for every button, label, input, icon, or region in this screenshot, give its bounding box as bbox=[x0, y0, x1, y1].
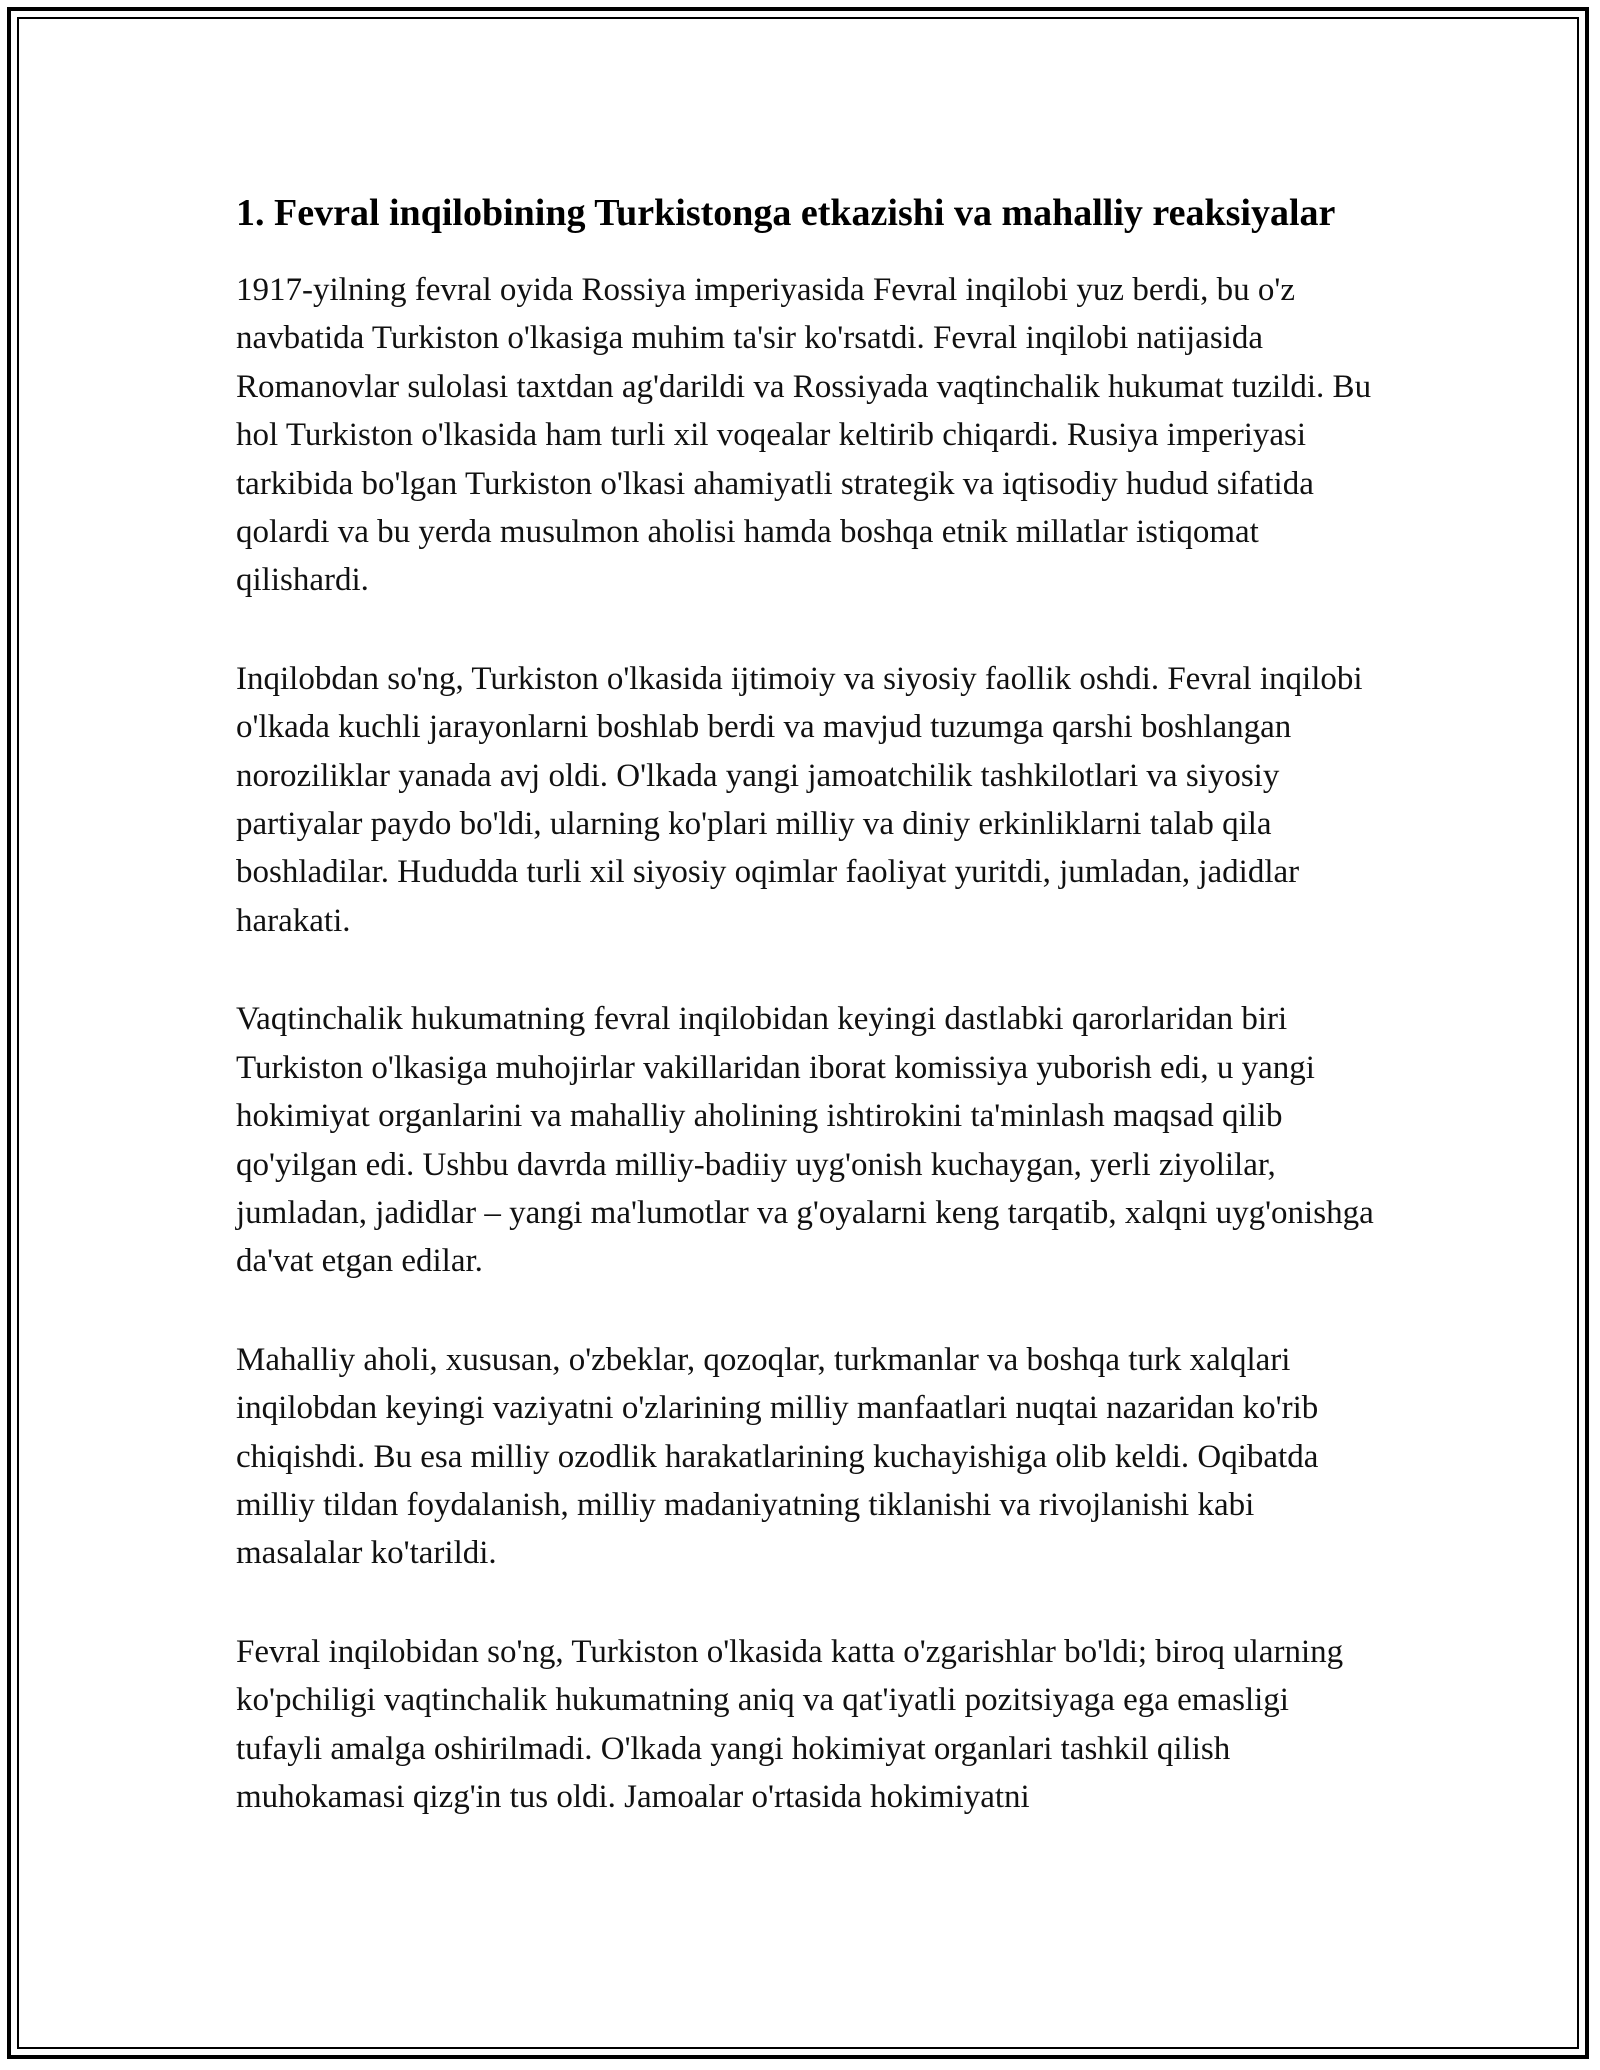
section-heading: 1. Fevral inqilobining Turkistonga etkazishi va mahalliy reaksiyalar bbox=[236, 192, 1336, 234]
paragraph-3: Vaqtinchalik hukumatning fevral inqilobidan keyingi dastlabki qarorlaridan biri Turkiston o'lkasiga muhojirlar vakillaridan iborat komissiya yuborish edi, u yangi hokimiyat organlarini va mahalliy aholining ishtirokini ta'minlash maqsad qilib qo'yilgan edi. Ushbu davrda milliy-badiiy uyg'onish kuchaygan, yerli ziyolilar, jumladan, jadidlar – yangi ma'lumotlar va g'oyalarni keng tarqatib, xalqni uyg'onishga da'vat etgan edilar. bbox=[236, 1001, 1374, 1280]
paragraph-1: 1917-yilning fevral oyida Rossiya imperiyasida Fevral inqilobi yuz berdi, bu o'z navbatida Turkiston o'lkasiga muhim ta'sir ko'rsatdi. Fevral inqilobi natijasida Romanovlar sulolasi taxtdan ag'darildi va Rossiyada vaqtinchalik hukumat tuzildi. Bu hol Turkiston o'lkasida ham turli xil voqealar keltirib chiqardi. Rusiya imperiyasi tarkibida bo'lgan Turkiston o'lkasi ahamiyatli strategik va iqtisodiy hudud sifatida qolardi va bu yerda musulmon aholisi hamda boshqa etnik millatlar istiqomat qilishardi. bbox=[236, 272, 1372, 599]
paragraph-2: Inqilobdan so'ng, Turkiston o'lkasida ijtimoiy va siyosiy faollik oshdi. Fevral inqilobi o'lkada kuchli jarayonlarni boshlab berdi va mavjud tuzumga qarshi boshlangan noroziliklar yanada avj oldi. O'lkada yangi jamoatchilik tashkilotlari va siyosiy partiyalar paydo bo'ldi, ularning ko'plari milliy va diniy erkinliklarni talab qila boshladilar. Hududda turli xil siyosiy oqimlar faoliyat yuritdi, jumladan, jadidlar harakati. bbox=[236, 660, 1363, 939]
document-body bbox=[236, 186, 1376, 1871]
paragraph-5: Fevral inqilobidan so'ng, Turkiston o'lkasida katta o'zgarishlar bo'ldi; biroq ularning ko'pchiligi vaqtinchalik hukumatning aniq va qat'iyatli pozitsiyaga ega emasligi tufayli amalga oshirilmadi. O'lkada yangi hokimiyat organlari tashkil qilish muhokamasi qizg'in tus oldi. Jamoalar o'rtasida hokimiyatni bbox=[236, 1633, 1344, 1815]
paragraph-4: Mahalliy aholi, xususan, o'zbeklar, qozoqlar, turkmanlar va boshqa turk xalqlari inqilobdan keyingi vaziyatni o'zlarining milliy manfaatlari nuqtai nazaridan ko'rib chiqishdi. Bu esa milliy ozodlik harakatlarining kuchayishiga olib keldi. Oqibatda milliy tildan foydalanish, milliy madaniyatning tiklanishi va rivojlanishi kabi masalalar ko'tarildi. bbox=[236, 1341, 1319, 1572]
